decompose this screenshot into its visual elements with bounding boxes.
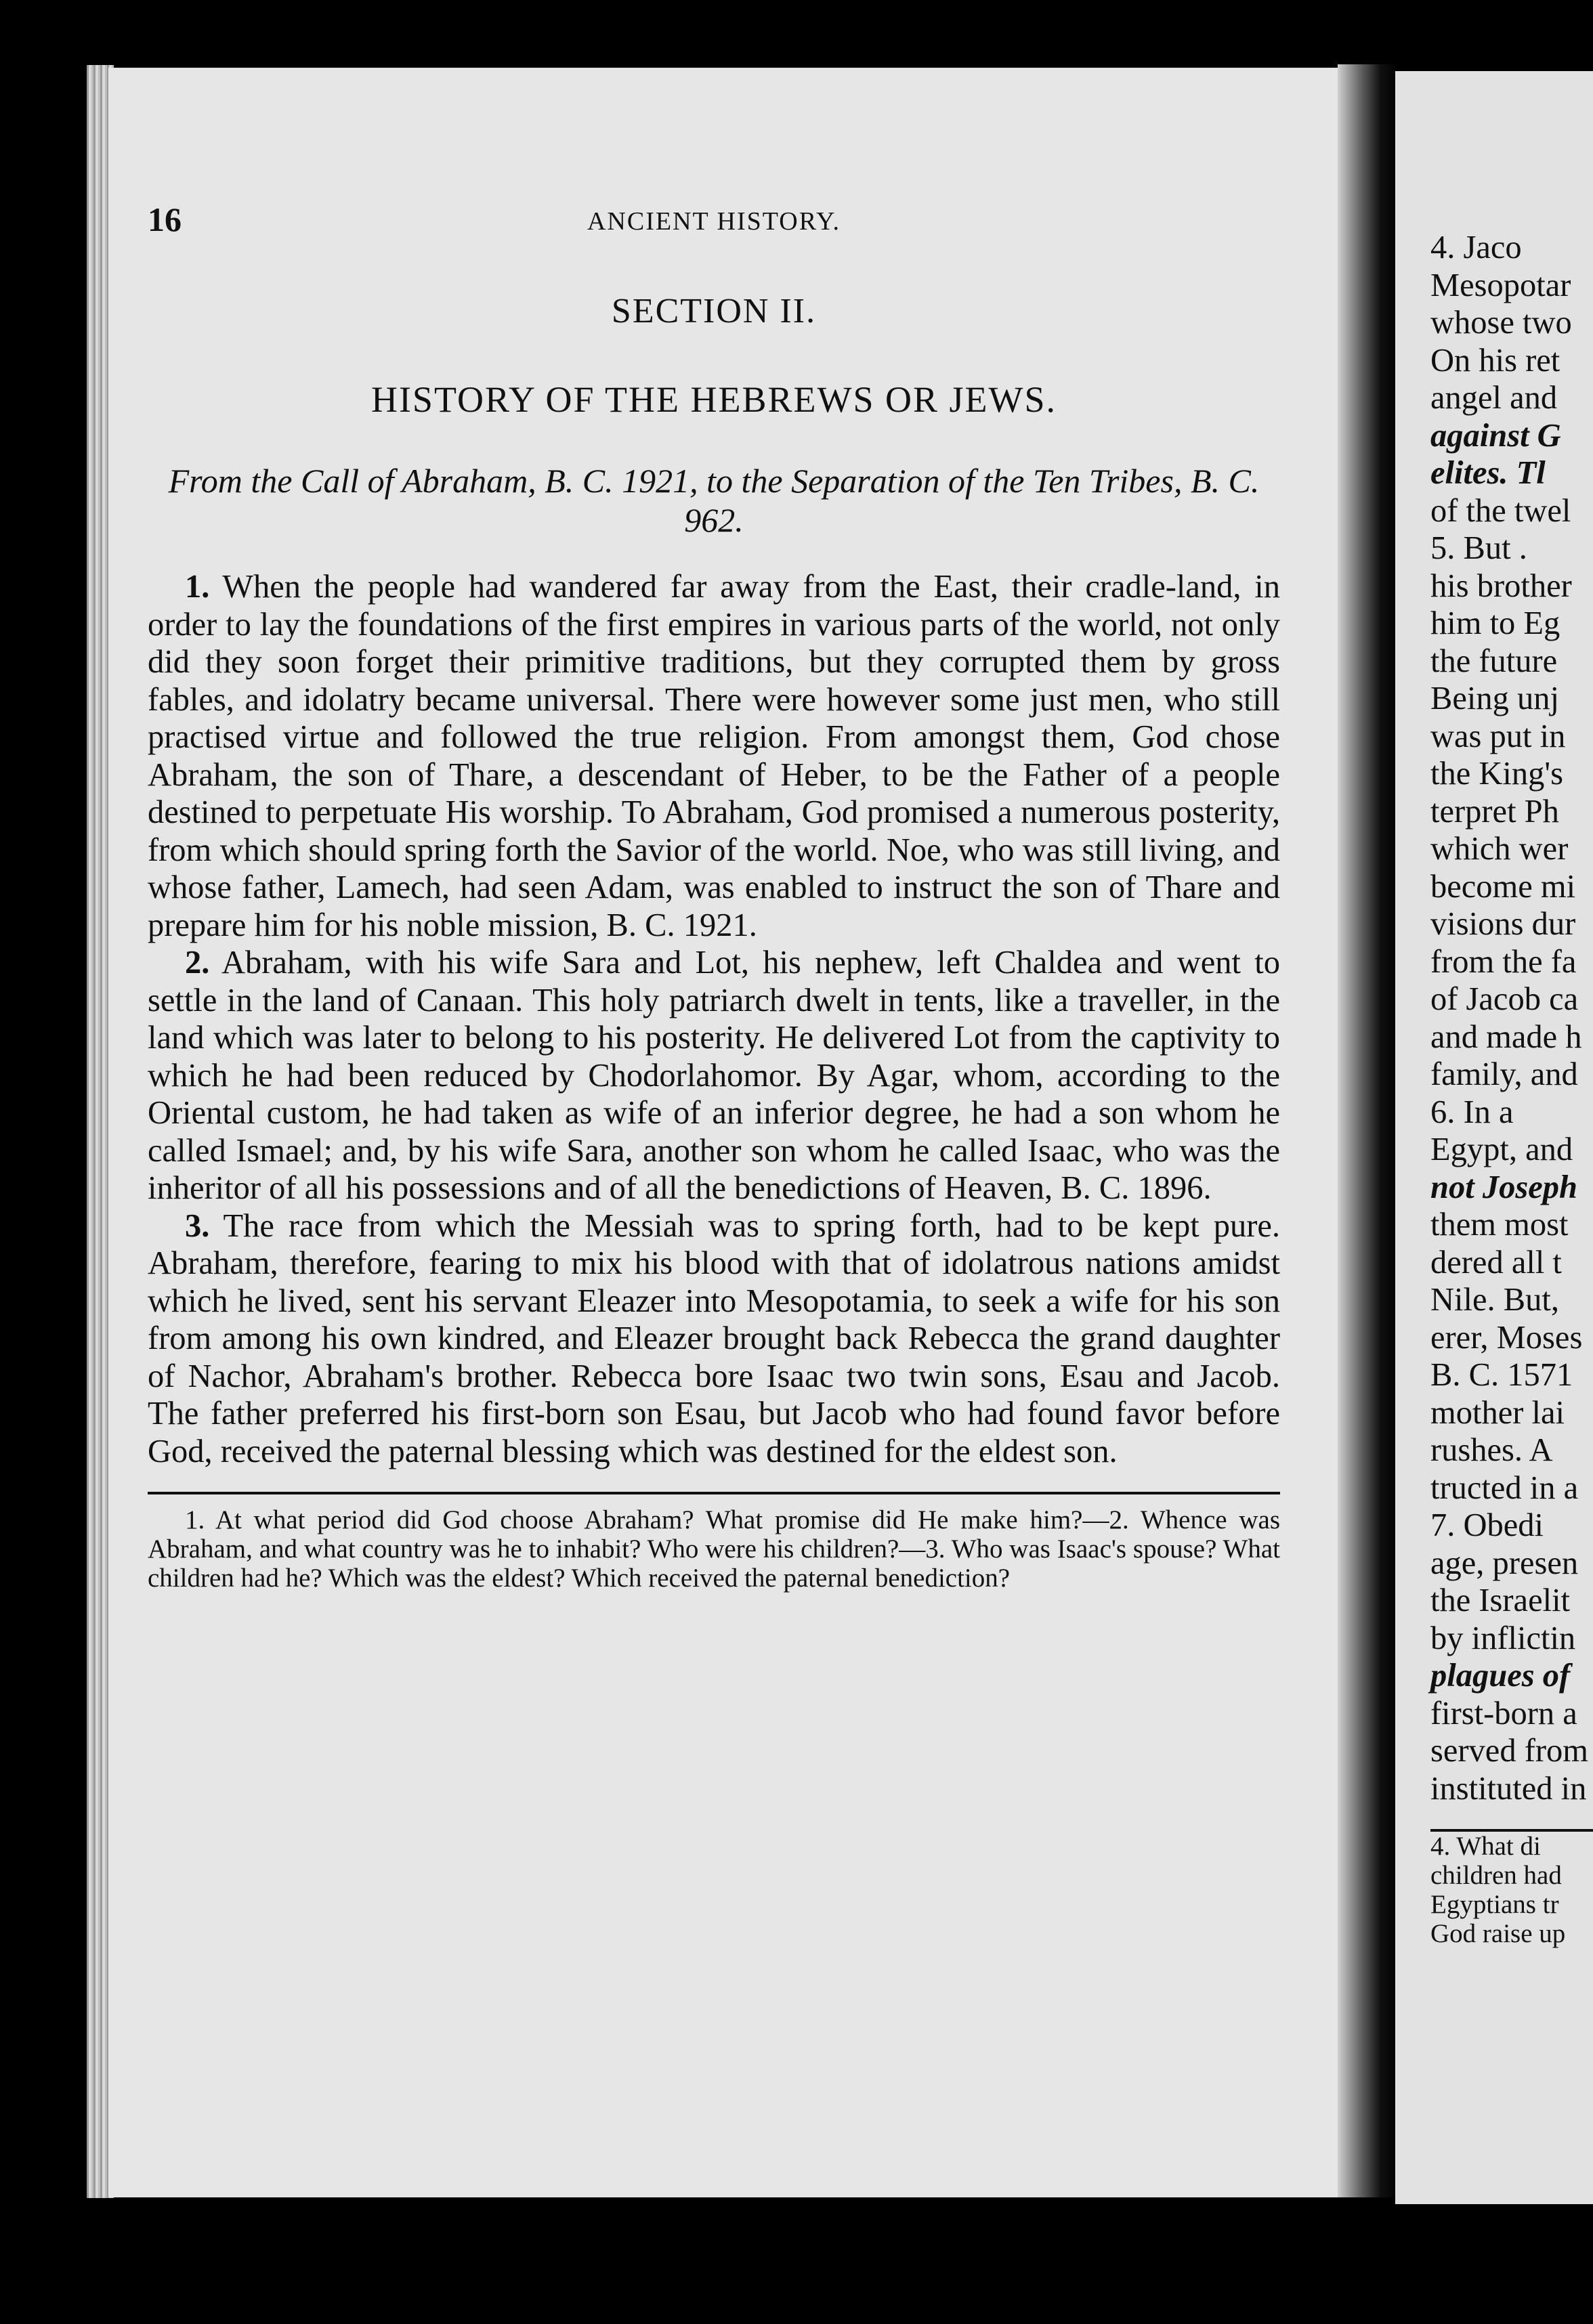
right-page-line: angel and bbox=[1430, 380, 1558, 416]
right-page-line: erer, Moses bbox=[1430, 1319, 1583, 1356]
left-page-content bbox=[148, 200, 1280, 1593]
right-page-line: not Joseph bbox=[1430, 1169, 1577, 1205]
page-number: 16 bbox=[148, 200, 182, 238]
paragraph-1 bbox=[148, 568, 1280, 944]
paragraph-number: 2. bbox=[185, 945, 210, 981]
right-page-line: which wer bbox=[1430, 831, 1569, 867]
right-page-line: plagues of bbox=[1430, 1658, 1571, 1694]
right-footnote-line: children had bbox=[1430, 1861, 1562, 1890]
right-page-line: was put in bbox=[1430, 718, 1566, 754]
footnote-rule bbox=[148, 1492, 1280, 1494]
right-footnote-line: Egyptians tr bbox=[1430, 1890, 1559, 1919]
paragraph-text: Abraham, with his wife Sara and Lot, his nephew, left Chaldea and went to settle in the land of Canaan. This holy patriarch dwelt in tents, like a traveller, in the land which was later to belong to his posterity. He delivered Lot from the captivity to which he had been reduced by Chodorlahomor. By Agar, whom, according to the Oriental custom, he had taken as wife of an inferior degree, he had a son whom he called Ismael; and, by his wife Sara, another son whom he called Isaac, who was the inheritor of all his possessions and of all the benedictions of Heaven, B. C. 1896. bbox=[148, 945, 1280, 1206]
section-title: SECTION II. bbox=[611, 292, 817, 330]
right-page-line: terpret Ph bbox=[1430, 793, 1559, 830]
right-page-line: age, presen bbox=[1430, 1545, 1579, 1581]
right-page-line: against G bbox=[1430, 417, 1561, 454]
right-page-line: him to Eg bbox=[1430, 605, 1560, 641]
right-page-line: by inflictin bbox=[1430, 1620, 1576, 1656]
right-page-text-area bbox=[1395, 71, 1593, 2204]
right-page-line: the King's bbox=[1430, 756, 1563, 792]
right-page-line: mother lai bbox=[1430, 1394, 1565, 1431]
chapter-title: HISTORY OF THE HEBREWS OR JEWS. bbox=[370, 379, 1057, 420]
right-footnote-line: God raise up bbox=[1430, 1919, 1566, 1948]
right-page-line: instituted in bbox=[1430, 1770, 1587, 1807]
right-page-line: become mi bbox=[1430, 868, 1576, 905]
right-page-lines bbox=[1430, 229, 1593, 1807]
right-page-line: visions dur bbox=[1430, 906, 1576, 942]
paragraph-text: The race from which the Messiah was to spring forth, had to be kept pure. Abraham, therefore, fearing to mix his blood with that of idolatrous nations amidst which he lived, sent his servant Eleazer into Mesopotamia, to seek a wife for his son from among his own kindred, and Eleazer brought back Rebecca the grand daughter of Nachor, Abraham's brother. Rebecca bore Isaac two twin sons, Esau and Jacob. The father preferred his first-born son Esau, but Jacob who had found favor before God, received the paternal blessing which was destined for the eldest son. bbox=[148, 1207, 1281, 1469]
right-page-line: his brother bbox=[1430, 567, 1572, 604]
running-head bbox=[148, 200, 1280, 240]
right-page-line: dered all t bbox=[1430, 1244, 1562, 1281]
right-page-line: the Israelit bbox=[1430, 1583, 1571, 1618]
right-page-line: 5. But . bbox=[1430, 530, 1527, 566]
right-page-line: whose two bbox=[1430, 305, 1572, 341]
right-page-line: the future bbox=[1430, 643, 1558, 679]
right-page-line: them most bbox=[1430, 1207, 1569, 1243]
paragraph-2 bbox=[148, 944, 1280, 1207]
right-page-footnote bbox=[1430, 1832, 1593, 1948]
right-page-line: rushes. A bbox=[1430, 1432, 1553, 1468]
right-page-line: Mesopotar bbox=[1430, 267, 1571, 303]
running-title: ANCIENT HISTORY. bbox=[587, 207, 841, 236]
paragraph-number: 1. bbox=[185, 569, 210, 605]
footnote-questions: 1. At what period did God choose Abraham? What promise did He make him?—2. Whence was Abraham, and what country was he to inhabit? Who were his children?—3. Who was Isaac's spouse? What children had he? Which was the eldest? Which received the paternal benediction? bbox=[148, 1505, 1280, 1593]
right-page-line: 4. Jaco bbox=[1430, 230, 1522, 265]
right-page-line: from the fa bbox=[1430, 943, 1577, 980]
right-page-line: of the twel bbox=[1430, 492, 1571, 529]
right-page-line: first-born a bbox=[1430, 1695, 1577, 1731]
book-gutter bbox=[1338, 64, 1399, 2197]
right-page-line: On his ret bbox=[1430, 342, 1560, 379]
right-page-line: Egypt, and bbox=[1430, 1132, 1573, 1167]
right-page-line: Being unj bbox=[1430, 681, 1559, 716]
right-page-line: 7. Obedi bbox=[1430, 1507, 1544, 1543]
paragraph-text: When the people had wandered far away from the East, their cradle-land, in order to lay the foundations of the first empires in various parts of the world, not only did they soon forget their primitive traditions, but they corrupted them by gross fables, and idolatry became universal. There were however some just men, who still practised virtue and followed the true religion. From amongst them, God chose Abraham, the son of Thare, a descendant of Heber, to be the Father of a people destined to perpetuate His worship. To Abraham, God promised a numerous posterity, from which should spring forth the Savior of the world. Noe, who was still living, and whose father, Lamech, had seen Adam, was enabled to instruct the son of Thare and prepare him for his noble mission, B. C. 1921. bbox=[148, 569, 1281, 943]
right-page-content bbox=[1430, 229, 1593, 1948]
right-page-line: and made h bbox=[1430, 1018, 1582, 1055]
paragraph-3 bbox=[148, 1207, 1280, 1471]
chapter-subtitle: From the Call of Abraham, B. C. 1921, to the Separation of the Ten Tribes, B. C. 962. bbox=[168, 462, 1260, 539]
right-page-line: of Jacob ca bbox=[1430, 981, 1579, 1017]
paragraph-number: 3. bbox=[185, 1207, 210, 1244]
right-page-line: 6. In a bbox=[1430, 1094, 1514, 1130]
right-page-line: B. C. 1571 bbox=[1430, 1357, 1573, 1393]
right-page-line: elites. Tl bbox=[1430, 455, 1546, 491]
right-page-line: tructed in a bbox=[1430, 1469, 1579, 1506]
right-footnote-line: 4. What di bbox=[1430, 1832, 1541, 1861]
right-page-line: family, and bbox=[1430, 1056, 1578, 1092]
right-page-line: served from bbox=[1430, 1733, 1588, 1769]
right-page-line: Nile. But, bbox=[1430, 1282, 1559, 1318]
